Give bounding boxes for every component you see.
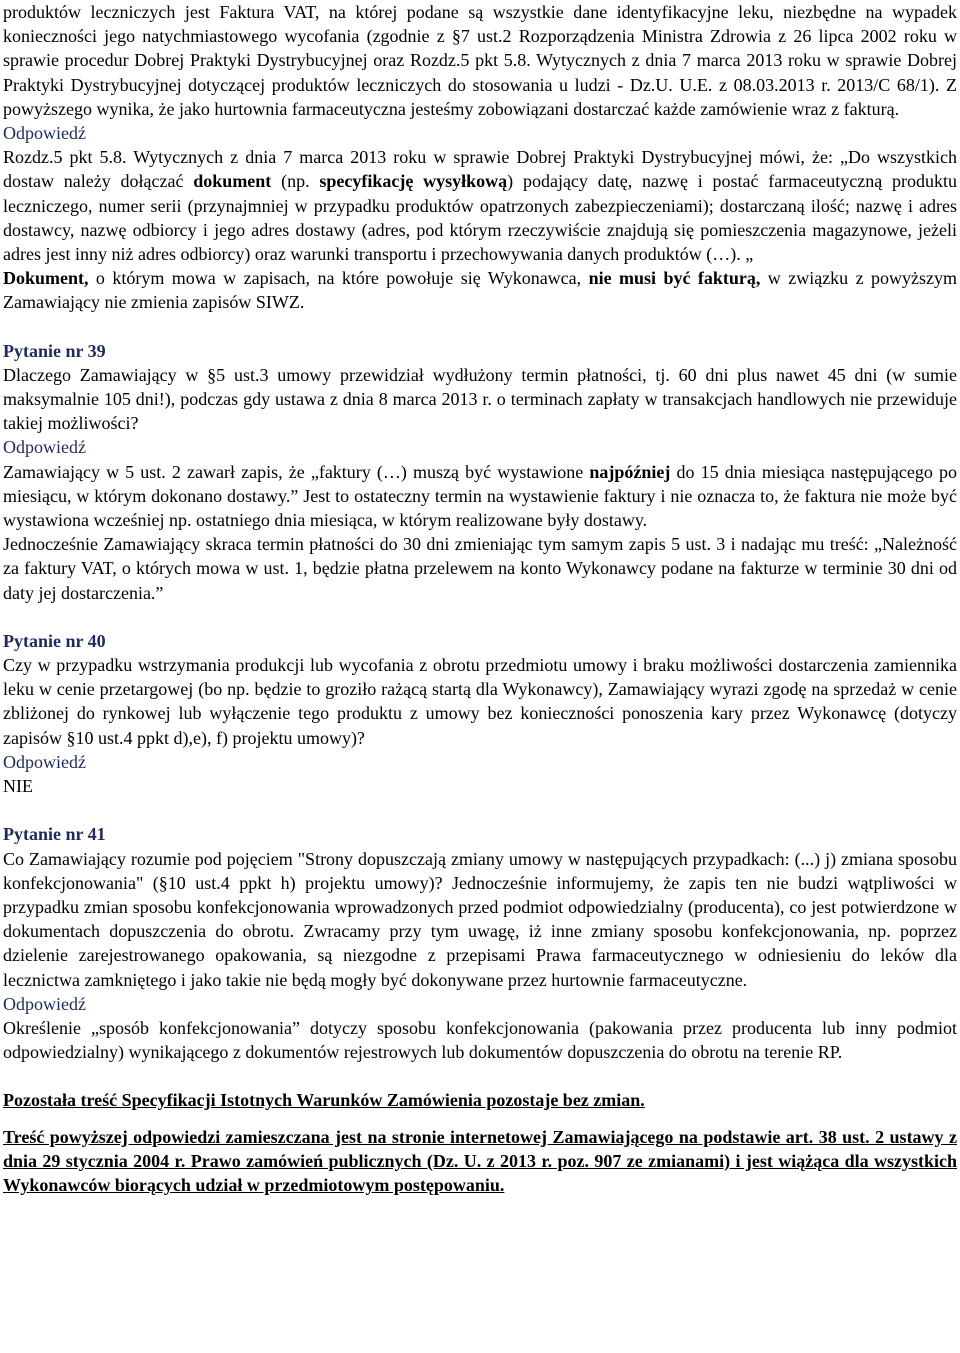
answer-label: Odpowiedź <box>3 993 86 1014</box>
bold-term: najpóźniej <box>589 461 671 482</box>
answer-label: Odpowiedź <box>3 751 86 772</box>
answer-label: Odpowiedź <box>3 437 86 458</box>
answer-paragraph: Jednocześnie Zamawiający skraca termin płatności do 30 dni zmieniając tym samym zapis 5 ust. 3 i nadając mu treść: „Należność za faktury VAT, o których mowa w ust. 1, będzie płatna przelewem na konto Wykonawcy podane na fakturze w terminie 30 dni od daty jej dostarczenia.” <box>3 534 957 603</box>
answer-label: Odpowiedź <box>3 123 86 144</box>
question-heading-39: Pytanie nr 39 <box>3 340 106 361</box>
text-run: (np. <box>271 171 320 192</box>
question-text-41: Co Zamawiający rozumie pod pojęciem "Strony dopuszczają zmiany umowy w następujących przypadkach: (...) j) zmiana sposobu konfekcjonowania" (§10 ust.4 ppkt h) projektu umowy)? Jednocześnie informujemy, że zapis ten nie budzi wątpliwości w przypadku zmian sposobu konfekcjonowania wprowadzonych przed podmiot odpowiedzialny (producenta), co jest potwierdzone w dokumentach dopuszczenia do obrotu. Zwracamy przy tym uwagę, iż inne zmiany sposobu konfekcjonowania, np. poprzez dzielenie zarejestrowanego opakowania, są niezgodne z przepisami Prawa farmaceutycznego w odniesieniu do leków dla lecznictwa zamkniętego i jako takie nie będą mogły być dokonywane przez hurtownie farmaceutyczne. <box>3 848 957 990</box>
question-text-40: Czy w przypadku wstrzymania produkcji lub wycofania z obrotu przedmiotu umowy i braku możliwości dostarczenia zamiennika leku w cenie przetargowej (bo np. będzie to groziło rażącą startą dla Wykonawcy), Zamawiający wyrazi zgodę na sprzedaż w cenie zbliżonej do rynkowej lub wyłączenie tego produktu z umowy bez konieczności ponoszenia kary przez Wykonawcę (dotyczy zapisów §10 ust.4 ppkt d),e), f) projektu umowy)? <box>3 655 957 748</box>
footer-legal-note: Treść powyższej odpowiedzi zamieszczana jest na stronie internetowej Zamawiającego na podstawie art. 38 ust. 2 ustawy z dnia 29 stycznia 2004 r. Prawo zamówień publicznych (Dz. U. z 2013 r. poz. 907 ze zmianami) i jest wiążąca dla wszystkich Wykonawców biorących udział w przedmiotowym postępowaniu. <box>3 1126 957 1195</box>
question-text-39: Dlaczego Zamawiający w §5 ust.3 umowy przewidział wydłużony termin płatności, tj. 60 dni plus nawet 45 dni (w sumie maksymalnie 105 dni!), podczas gdy ustawa z dnia 8 marca 2013 r. o terminach zapłaty w transakcjach handlowych nie przewiduje takiej możliwości? <box>3 364 957 434</box>
spacer <box>3 315 957 339</box>
spacer <box>3 605 957 629</box>
footer-note: Pozostała treść Specyfikacji Istotnych Warunków Zamówienia pozostaje bez zmian. <box>3 1090 645 1111</box>
question-heading-40: Pytanie nr 40 <box>3 630 106 651</box>
bold-term: nie musi być fakturą, <box>588 268 761 289</box>
text-run: do 15 dnia miesiąca następującego po miesiącu, w którym dokonano dostawy.” Jest to ostateczny termin na wystawienie faktury i nie oznacza to, że faktura nie może być wystawiona wcześniej np. ostatniego dnia miesiąca, w którym realizowane były dostawy. <box>3 461 957 531</box>
text-run: ) podający datę, nazwę i postać farmaceutyczną produktu leczniczego, numer serii (przynajmniej w przypadku produktów opatrzonych zabezpieczeniami); dostarczaną ilość; nazwę i adres dostawcy, nazwę odbiorcy i jego adres dostawy (adres, pod którym rzeczywiście znajdują się pomieszczenia magazynowe, jeżeli adres jest inny niż adres odbiorcy) oraz warunki transportu i przechowywania danych produktów (…). „ <box>3 171 957 265</box>
text-run: Rozdz.5 pkt 5.8. Wytycznych z dnia 7 marca 2013 roku w sprawie Dobrej Praktyki Dystrybucyjnej mówi, że: „Do wszystkich dostaw należy dołączać <box>3 147 957 192</box>
text-run: Zamawiający w 5 ust. 2 zawarł zapis, że „faktury (…) muszą być wystawione <box>3 461 590 482</box>
bold-term: dokument <box>193 171 272 192</box>
text-run: o którym mowa w zapisach, na które powołuje się Wykonawca, <box>88 268 589 289</box>
text-run: w związku z powyższym Zamawiający nie zmienia zapisów SIWZ. <box>3 268 957 313</box>
answer-paragraph <box>3 266 957 314</box>
answer-text: NIE <box>3 776 33 797</box>
answer-text: Określenie „sposób konfekcjonowania” dotyczy sposobu konfekcjonowania (pakowania przez producenta lub inny podmiot odpowiedzialny) wynikającego z dokumentów rejestrowych lub dokumentów dopuszczenia do obrotu na terenie RP. <box>3 1017 957 1063</box>
bold-term: specyfikację wysyłkową <box>319 171 508 192</box>
answer-paragraph <box>3 145 957 266</box>
paragraph-intro: produktów leczniczych jest Faktura VAT, na której podane są wszystkie dane identyfikacyjne leku, niezbędne na wypadek konieczności jego natychmiastowego wycofania (zgodnie z §7 ust.2 Rozporządzenia Ministra Zdrowia z 26 lipca 2002 roku w sprawie procedur Dobrej Praktyki Dystrybucyjnej oraz Rozdz.5 pkt 5.8. Wytycznych z dnia 7 marca 2013 roku w sprawie Dobrej Praktyki Dystrybucyjnej dotyczącej produktów leczniczych do stosowania u ludzi - Dz.U. U.E. z 08.03.2013 r. 2013/C 68/1). Z powyższego wynika, że jako hurtownia farmaceutyczna jesteśmy zobowiązani dostarczać każde zamówienie wraz z fakturą. <box>3 2 957 119</box>
spacer <box>3 1113 957 1125</box>
spacer <box>3 798 957 822</box>
question-heading-41: Pytanie nr 41 <box>3 824 106 845</box>
spacer <box>3 1064 957 1088</box>
bold-term: Dokument, <box>3 268 89 289</box>
answer-paragraph <box>3 460 957 533</box>
